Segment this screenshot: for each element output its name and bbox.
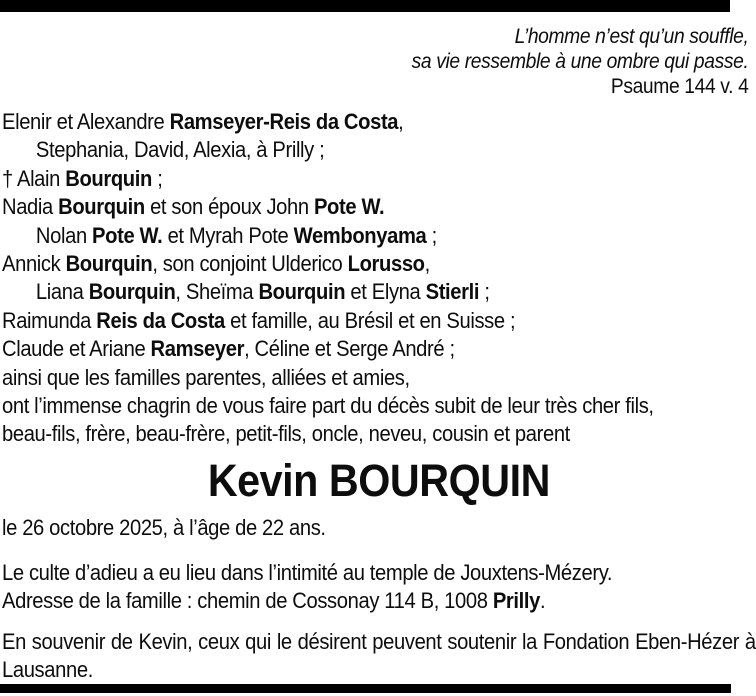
body-text: , son conjoint Ulderico: [152, 251, 348, 277]
body-text: ;: [426, 222, 437, 248]
surname-bold-text: Wembonyama: [293, 222, 427, 248]
text-line: [2, 136, 756, 164]
text-line: [2, 193, 756, 221]
family-list: [2, 108, 756, 449]
body-text: .: [539, 587, 546, 613]
surname-bold-text: Prilly: [492, 587, 540, 613]
body-text: , Sheïma: [175, 279, 259, 305]
body-text: ;: [479, 279, 490, 305]
body-text: En souvenir de Kevin, ceux qui le désirent peuvent soutenir la Fondation Eben-Hézer à Lausanne.: [2, 628, 756, 682]
body-text: et son époux John: [144, 194, 314, 220]
surname-bold-text: Pote W.: [92, 222, 163, 248]
death-date-line: le 26 octobre 2025, à l’âge de 22 ans.: [2, 514, 326, 540]
surname-bold-text: Bourquin: [88, 279, 176, 305]
ceremony-paragraph: [2, 559, 756, 615]
text-line: [2, 108, 756, 136]
scripture-epigraph: [2, 24, 756, 99]
body-text: Le culte d’adieu a eu lieu dans l’intimité au temple de Jouxtens-Mézery.: [2, 559, 613, 585]
body-text: Nadia: [2, 194, 59, 220]
epigraph-line-1: L’homme n’est qu’un souffle,: [514, 25, 749, 48]
body-text: Liana: [35, 279, 89, 305]
text-line: [2, 307, 756, 335]
text-line: [2, 559, 756, 587]
surname-bold-text: Bourquin: [65, 165, 152, 191]
surname-bold-text: Pote W.: [313, 194, 385, 220]
body-text: Adresse de la famille : chemin de Cossonay 114 B, 1008: [2, 587, 493, 613]
body-text: ;: [151, 165, 163, 191]
body-text: ainsi que les familles parentes, alliées et amies,: [2, 364, 410, 390]
body-text: Raimunda: [2, 307, 97, 333]
text-line: [2, 278, 756, 306]
text-line: [2, 364, 756, 392]
surname-bold-text: Bourquin: [65, 251, 153, 277]
surname-bold-text: Ramseyer: [150, 336, 245, 362]
surname-bold-text: Bourquin: [258, 279, 346, 305]
text-line: [2, 392, 756, 420]
top-rule: [0, 0, 730, 12]
surname-bold-text: Reis da Costa: [96, 307, 225, 333]
surname-bold-text: Bourquin: [58, 194, 145, 220]
body-text: ,: [424, 251, 430, 277]
bottom-rule: [0, 684, 731, 693]
body-text: et famille, au Brésil et en Suisse ;: [224, 307, 516, 333]
body-text: Nolan: [35, 222, 93, 248]
deceased-name: Kevin BOURQUIN: [207, 454, 550, 506]
surname-bold-text: Stierli: [425, 279, 480, 305]
body-text: beau-fils, frère, beau-frère, petit-fils, oncle, neveu, cousin et parent: [2, 421, 570, 447]
epigraph-line-2: sa vie ressemble à une ombre qui passe.: [411, 50, 749, 73]
text-line: [2, 587, 756, 615]
body-text: † Alain: [2, 165, 66, 191]
body-text: ont l’immense chagrin de vous faire part du décès subit de leur très cher fils,: [2, 393, 654, 419]
body-text: Annick: [2, 251, 66, 277]
body-text: et Elyna: [345, 279, 426, 305]
memorial-paragraph: [2, 628, 756, 684]
body-text: Elenir et Alexandre: [2, 109, 170, 134]
text-line: [2, 250, 756, 278]
body-text: Stephania, David, Alexia, à Prilly ;: [35, 137, 325, 163]
body-text: et Myrah Pote: [162, 222, 294, 248]
text-line: [2, 222, 756, 250]
body-text: , Céline et Serge André ;: [244, 336, 455, 362]
surname-bold-text: Lorusso: [347, 251, 425, 277]
body-text: ,: [398, 109, 404, 134]
surname-bold-text: Ramseyer-Reis da Costa: [169, 109, 399, 134]
epigraph-source: Psaume 144 v. 4: [610, 75, 749, 98]
body-text: Claude et Ariane: [2, 336, 151, 362]
notice-content: [2, 12, 756, 684]
text-line: [2, 335, 756, 363]
text-line: [2, 165, 756, 193]
text-line: [2, 420, 756, 448]
